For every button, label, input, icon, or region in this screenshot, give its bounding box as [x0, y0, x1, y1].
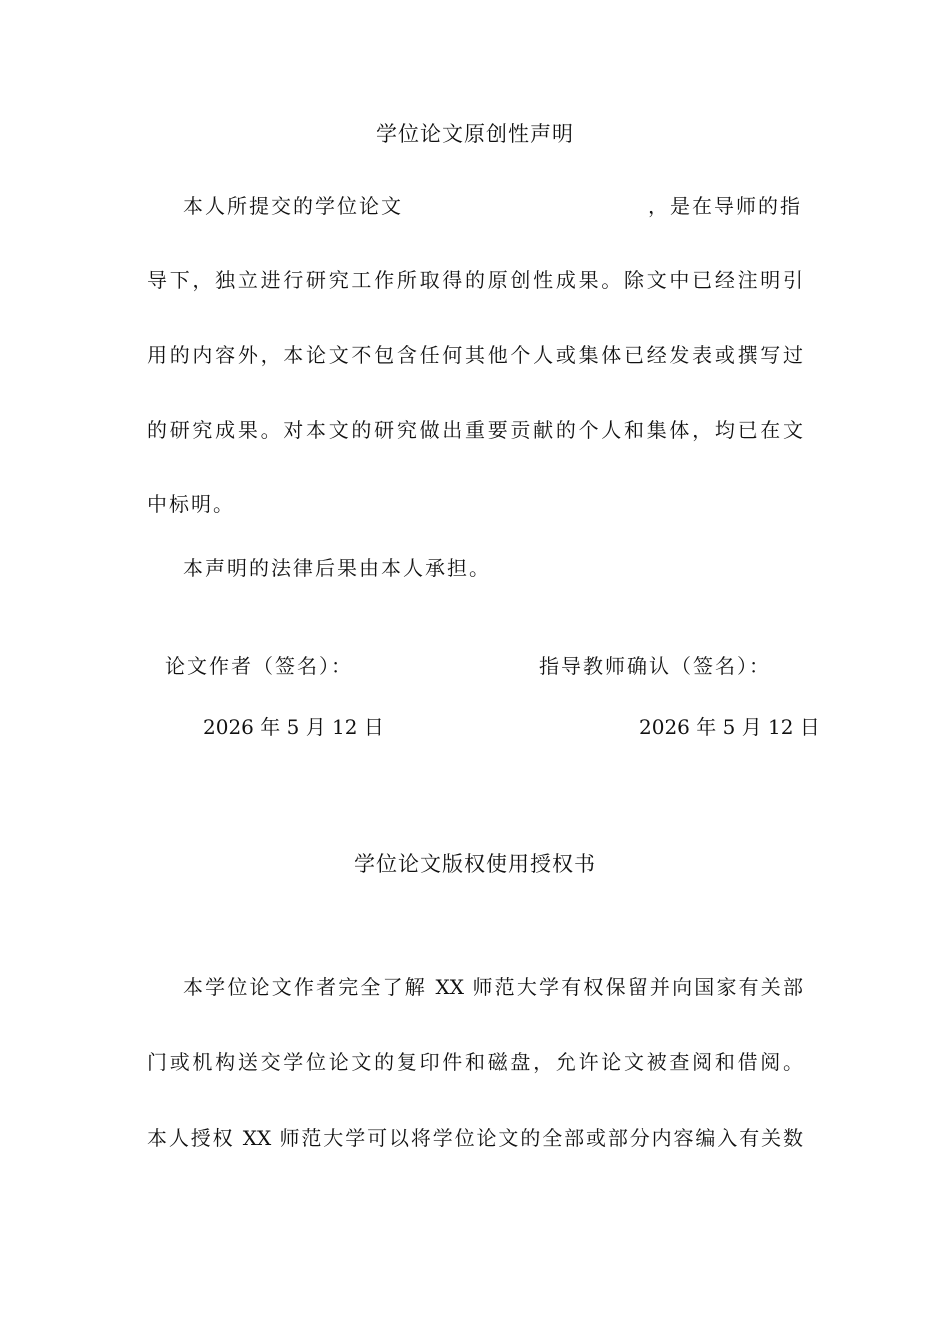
declaration-title: 学位论文原创性声明 — [376, 122, 574, 146]
author-date: 2026 年 5 月 12 日 — [203, 715, 384, 739]
advisor-signature-label: 指导教师确认（签名）： — [539, 654, 771, 678]
authorization-line-2: 门或机构送交学位论文的复印件和磁盘，允许论文被查阅和借阅。 — [147, 1050, 803, 1074]
authorization-line-3: 本人授权 XX 师范大学可以将学位论文的全部或部分内容编入有关数 — [147, 1126, 803, 1150]
author-signature-label: 论文作者（签名）： — [165, 654, 353, 678]
authorization-line-1: 本学位论文作者完全了解 XX 师范大学有权保留并向国家有关部 — [183, 975, 803, 999]
declaration-para1-line-2: 用的内容外，本论文不包含任何其他个人或集体已经发表或撰写过 — [147, 343, 803, 367]
declaration-para1-lead: 本人所提交的学位论文 — [183, 194, 403, 218]
declaration-para1-last: 中标明。 — [147, 492, 235, 516]
declaration-para1-lead-tail: ，是在导师的指 — [648, 194, 802, 218]
authorization-title: 学位论文版权使用授权书 — [354, 852, 596, 876]
declaration-para1-line-3: 的研究成果。对本文的研究做出重要贡献的个人和集体，均已在文 — [147, 418, 803, 442]
declaration-para1-line-1: 导下，独立进行研究工作所取得的原创性成果。除文中已经注明引 — [147, 268, 803, 292]
advisor-date: 2026 年 5 月 12 日 — [639, 715, 820, 739]
declaration-para2: 本声明的法律后果由本人承担。 — [183, 556, 491, 580]
